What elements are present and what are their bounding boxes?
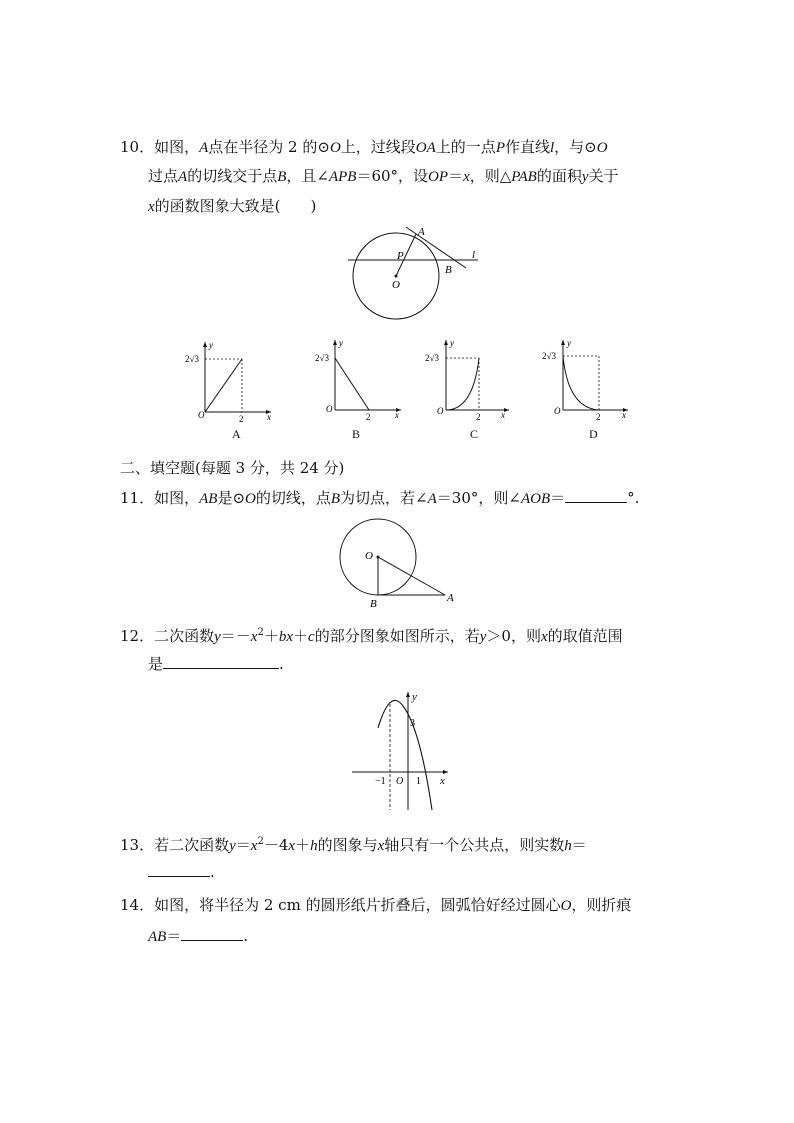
q12-figure xyxy=(350,688,455,813)
q10-label-A: A xyxy=(418,226,425,238)
q13-line-1: 13．若二次函数$y=x^2-4x+h$的图象与x轴只有一个公共点，则实数h＝ xyxy=(120,836,587,854)
q12-line-1: 12．二次函数$y=-x^2+bx+c$的部分图象如图所示，若y＞0，则x的取值范围 xyxy=(120,627,623,645)
q11-label-O: O xyxy=(365,550,373,562)
option-a-curve xyxy=(205,359,242,412)
q14-answer-blank[interactable] xyxy=(181,926,243,941)
svg-text:3: 3 xyxy=(410,718,415,729)
svg-text:x: x xyxy=(440,775,445,787)
svg-text:x: x xyxy=(622,410,626,420)
q12-number: 12． xyxy=(120,627,155,645)
q10-option-d-graph xyxy=(540,338,630,438)
q11-figure xyxy=(330,512,470,612)
q10-option-a-label[interactable]: A xyxy=(232,427,241,441)
q10-label-P: P xyxy=(397,250,404,262)
q12-line-2: 是 . xyxy=(148,655,284,673)
q10-option-d-label[interactable]: D xyxy=(589,427,598,441)
svg-text:y: y xyxy=(450,338,454,348)
section-2-title: 二、填空题(每题 3 分，共 24 分) xyxy=(120,459,345,477)
q10-tangent xyxy=(406,227,466,268)
svg-text:2: 2 xyxy=(366,412,371,422)
q13-number: 13． xyxy=(120,836,155,854)
svg-text:O: O xyxy=(437,406,444,416)
q11-label-B: B xyxy=(370,598,377,610)
q13-answer-blank[interactable] xyxy=(148,862,210,877)
q12-answer-blank[interactable] xyxy=(163,654,279,669)
svg-text:2√3: 2√3 xyxy=(185,354,199,364)
svg-text:x: x xyxy=(267,412,271,422)
q10-label-l: l xyxy=(472,249,476,261)
q10-option-c-label[interactable]: C xyxy=(470,427,479,441)
svg-text:y: y xyxy=(412,691,417,703)
svg-text:x: x xyxy=(395,410,399,420)
svg-text:2√3: 2√3 xyxy=(542,351,556,361)
svg-text:O: O xyxy=(554,406,561,416)
svg-text:O: O xyxy=(326,404,333,414)
svg-text:y: y xyxy=(567,338,571,348)
q10-line-3: x的函数图象大致是( ) xyxy=(148,197,317,215)
q10-option-b-graph xyxy=(313,338,403,438)
svg-text:−1: −1 xyxy=(375,776,386,787)
q10-option-b-label[interactable]: B xyxy=(352,427,361,441)
q10-number: 10． xyxy=(120,138,155,156)
svg-text:2: 2 xyxy=(596,412,601,422)
q10-label-B: B xyxy=(445,264,452,276)
svg-text:x: x xyxy=(501,410,505,420)
svg-text:y: y xyxy=(339,338,343,348)
svg-text:O: O xyxy=(198,410,205,420)
q11-number: 11． xyxy=(120,489,155,507)
svg-text:y: y xyxy=(209,340,213,350)
q10-figure xyxy=(340,222,490,322)
q10-label-O: O xyxy=(392,279,400,291)
option-b-curve xyxy=(335,358,369,410)
q13-line-2: . xyxy=(148,862,215,882)
q10-line-1: 10．如图，A点在半径为 2 的⊙O上，过线段OA上的一点P作直线l，与⊙O xyxy=(120,138,608,156)
svg-text:2: 2 xyxy=(476,412,481,422)
q11-answer-blank[interactable] xyxy=(565,488,627,503)
q10-center-dot xyxy=(395,275,398,278)
svg-text:1: 1 xyxy=(416,776,421,787)
q11-line: 11．如图，AB是⊙O的切线，点B为切点，若∠A＝30°，则∠AOB＝ °. xyxy=(120,489,640,507)
svg-text:2√3: 2√3 xyxy=(425,353,439,363)
q14-number: 14． xyxy=(120,896,155,914)
svg-text:2√3: 2√3 xyxy=(315,353,329,363)
q11-label-A: A xyxy=(447,592,454,604)
option-d-curve xyxy=(563,356,599,410)
q10-line-2: 过点A的切线交于点B，且∠APB＝60°，设OP＝x，则△PAB的面积y关于 xyxy=(148,167,619,185)
q14-line-1: 14．如图，将半径为 2 cm 的圆形纸片折叠后，圆弧恰好经过圆心O，则折痕 xyxy=(120,896,632,914)
q10-option-a-graph xyxy=(185,338,275,438)
svg-text:2: 2 xyxy=(239,414,244,424)
svg-text:O: O xyxy=(396,776,404,787)
q10-option-c-graph xyxy=(423,338,513,438)
option-c-curve xyxy=(446,358,479,410)
q14-line-2: AB＝ . xyxy=(148,927,249,945)
q12-parabola xyxy=(378,700,432,810)
